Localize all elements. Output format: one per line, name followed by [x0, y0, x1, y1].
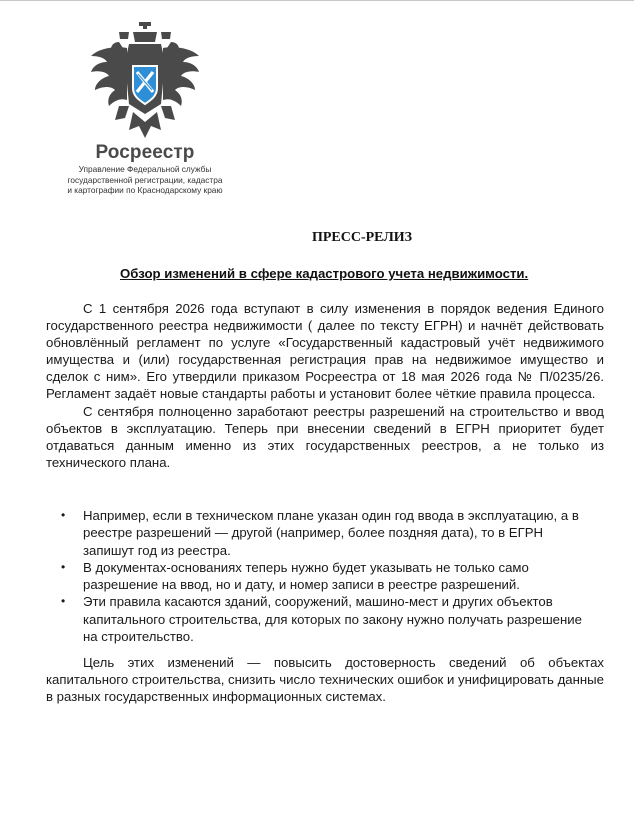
paragraph-2: С сентября полноценно заработают реестры разрешений на строительство и ввод объектов в эксплуатацию. Теперь при внесении сведений в ЕГРН приоритет будет отдаваться данным именно из этих государственных реестров, а не только из технического плана. [46, 403, 604, 470]
bullet-list [46, 507, 586, 645]
list-item [46, 507, 586, 559]
intro-paragraphs [46, 300, 604, 471]
press-release-heading: ПРЕСС-РЕЛИЗ [311, 230, 413, 245]
bullet-icon: • [61, 508, 66, 522]
list-item [46, 593, 586, 645]
org-name-line-2: государственной регистрации, кадастра [67, 174, 223, 185]
org-name-line-3: и картографии по Краснодарскому краю [67, 185, 223, 195]
double-headed-eagle-icon [89, 22, 201, 140]
bullet-icon: • [61, 594, 66, 609]
brand-name: Росреестр [95, 142, 195, 163]
paragraph-1: С 1 сентября 2026 года вступают в силу изменения в порядок ведения Единого государственного реестра недвижимости ( далее по тексту ЕГРН) и начнёт действовать обновлённый регламент по услуге «Государственный кадастровый учёт недвижимого имущества и (или) государственная регистрация прав на недвижимое имущество и сделок с ним». Его утвердили приказом Росреестра от 18 мая 2026 года № П/0235/26. Регламент задаёт новые стандарты работы и установит более чёткие правила процесса. [46, 301, 604, 402]
closing-block [46, 654, 604, 705]
org-name-line-1: Управление Федеральной службы [78, 164, 212, 174]
document-subtitle: Обзор изменений в сфере кадастрового учета недвижимости. [120, 266, 529, 281]
closing-paragraph: Цель этих изменений — повысить достоверность сведений об объектах капитального строительства, снизить число технических ошибок и унифицировать данные в разных государственных информационных системах. [46, 655, 604, 705]
list-item-text: Например, если в техническом плане указан один год ввода в эксплуатацию, а в реестре разрешений — другой (например, более поздняя дата), то в ЕГРН запишут год из реестра. [83, 508, 579, 558]
rosreestr-logo [50, 22, 240, 196]
list-item [46, 559, 586, 594]
page-top-border [0, 0, 634, 1]
list-item-text: Эти правила касаются зданий, сооружений, машино-мест и других объектов капитального строительства, для которых по закону нужно получать разрешение на строительство. [83, 594, 582, 645]
bullet-icon: • [61, 559, 66, 574]
list-item-text: В документах-основаниях теперь нужно будет указывать не только само разрешение на ввод, но и дату, и номер записи в реестре разрешений. [83, 559, 529, 593]
